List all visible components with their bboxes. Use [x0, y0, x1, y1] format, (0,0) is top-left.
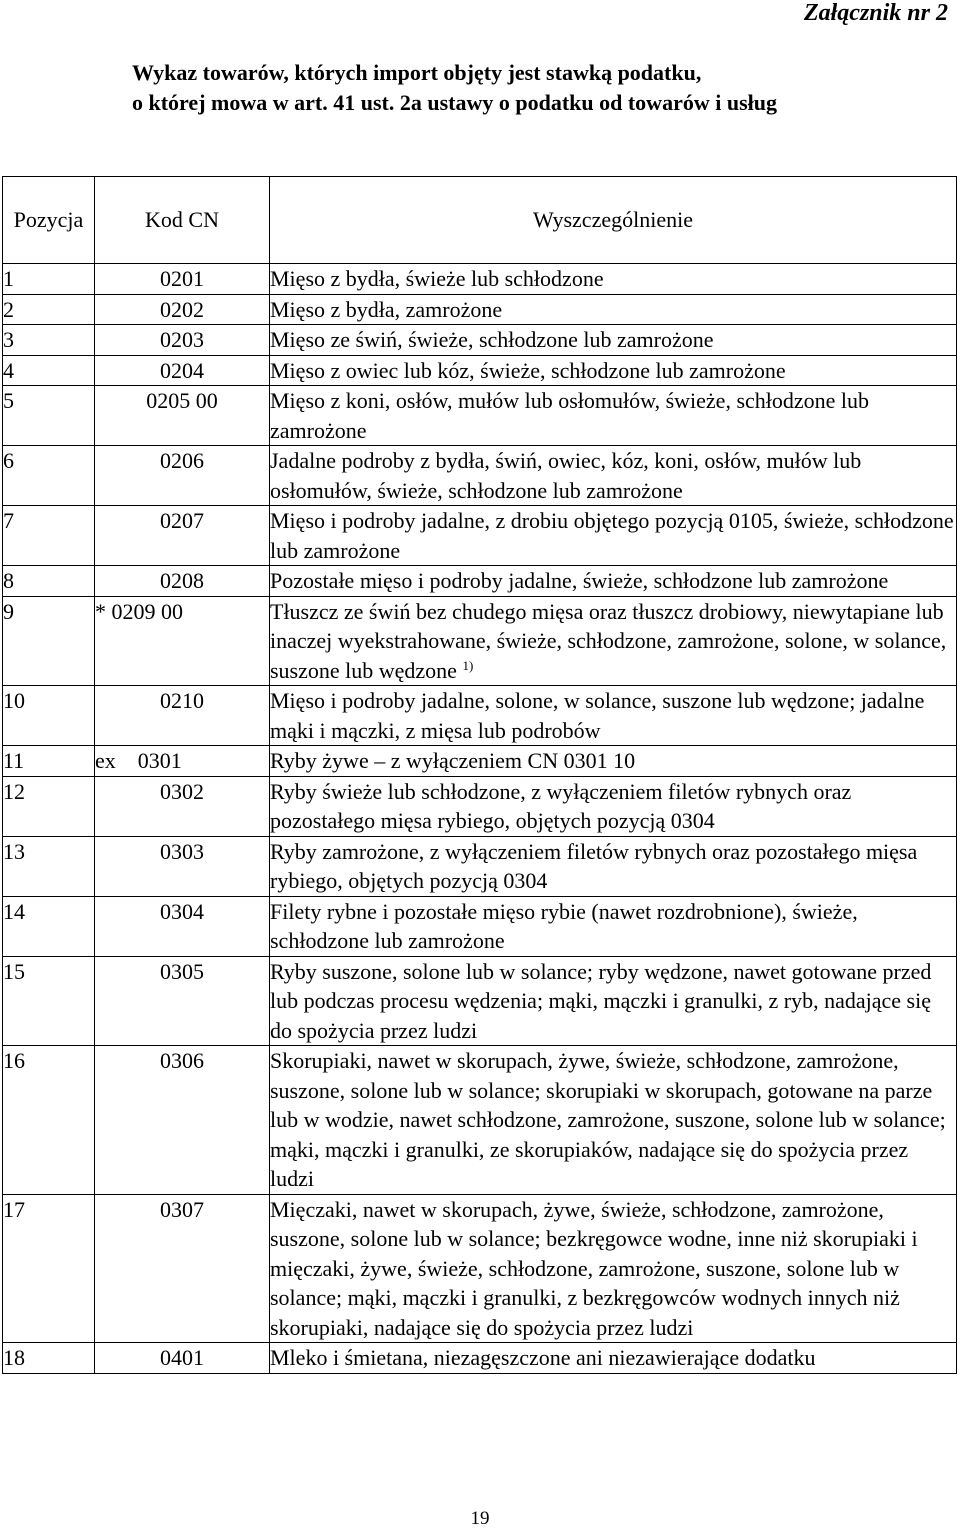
cn-code-cell: 0205 00	[95, 386, 270, 446]
table-row	[3, 264, 957, 295]
description-cell	[270, 506, 957, 566]
document-title	[132, 58, 892, 118]
goods-table	[2, 176, 957, 1374]
description-text: Mięso i podroby jadalne, solone, w solance, suszone lub wędzone; jadalne mąki i mączki, z mięsa lub podrobów	[270, 688, 925, 743]
table-row	[3, 956, 957, 1046]
cn-code-cell: 0401	[95, 1343, 270, 1374]
position-cell: 16	[3, 1046, 95, 1195]
header-position: Pozycja	[3, 177, 95, 264]
cn-code-cell: 0203	[95, 325, 270, 356]
description-cell	[270, 956, 957, 1046]
cn-code-cell: 0306	[95, 1046, 270, 1195]
description-text: Mleko i śmietana, niezagęszczone ani niezawierające dodatku	[270, 1345, 816, 1370]
description-text: Pozostałe mięso i podroby jadalne, świeże, schłodzone lub zamrożone	[270, 568, 889, 593]
description-cell	[270, 1194, 957, 1343]
table-row	[3, 506, 957, 566]
header-cn-code: Kod CN	[95, 177, 270, 264]
position-cell: 13	[3, 836, 95, 896]
description-text: Mięso ze świń, świeże, schłodzone lub zamrożone	[270, 327, 714, 352]
title-line-1: Wykaz towarów, których import objęty jest stawką podatku,	[132, 60, 702, 85]
table-row	[3, 776, 957, 836]
description-text: Ryby suszone, solone lub w solance; ryby wędzone, nawet gotowane przed lub podczas procesu wędzenia; mąki, mączki i granulki, z ryb, nadające się do spożycia przez ludzi	[270, 958, 932, 1043]
description-cell	[270, 1046, 957, 1195]
cn-code-cell: 0210	[95, 686, 270, 746]
description-cell	[270, 264, 957, 295]
table-row	[3, 836, 957, 896]
table-row	[3, 386, 957, 446]
table-row	[3, 596, 957, 686]
cn-code-cell: 0207	[95, 506, 270, 566]
description-cell	[270, 355, 957, 386]
description-cell	[270, 325, 957, 356]
position-cell: 17	[3, 1194, 95, 1343]
title-line-2: o której mowa w art. 41 ust. 2a ustawy o podatku od towarów i usług	[132, 90, 777, 115]
position-cell: 12	[3, 776, 95, 836]
position-cell: 2	[3, 294, 95, 325]
table-row	[3, 446, 957, 506]
position-cell: 9	[3, 596, 95, 686]
position-cell: 1	[3, 264, 95, 295]
cn-code-cell: 0204	[95, 355, 270, 386]
table-row	[3, 1046, 957, 1195]
cn-code-cell: 0305	[95, 956, 270, 1046]
position-cell: 3	[3, 325, 95, 356]
description-text: Mięso z bydła, zamrożone	[270, 296, 503, 322]
table-row	[3, 746, 957, 777]
cn-code-cell: 0208	[95, 566, 270, 597]
table-row	[3, 1194, 957, 1343]
description-cell	[270, 566, 957, 597]
description-text: Skorupiaki, nawet w skorupach, żywe, świeże, schłodzone, zamrożone, suszone, solone lub w solance; skorupiaki w skorupach, gotowane na parze lub w wodzie, nawet schłodzone, zamrożone, suszone, solone lub w solance; mąki, mączki i granulki, ze skorupiaków, nadające się do spożycia przez ludzi	[270, 1048, 946, 1191]
description-cell	[270, 896, 957, 956]
table-row	[3, 686, 957, 746]
cn-code-cell: 0304	[95, 896, 270, 956]
table-row	[3, 355, 957, 386]
header-description: Wyszczególnienie	[270, 177, 957, 264]
description-cell	[270, 686, 957, 746]
table-row	[3, 566, 957, 597]
table-body	[3, 264, 957, 1374]
description-cell	[270, 446, 957, 506]
description-text: Tłuszcz ze świń bez chudego mięsa oraz tłuszcz drobiowy, niewytapiane lub inaczej wyekstrahowane, świeże, schłodzone, zamrożone, solone, w solance, suszone lub wędzone	[270, 598, 947, 683]
cn-code-cell: 0206	[95, 446, 270, 506]
description-text: Mięczaki, nawet w skorupach, żywe, świeże, schłodzone, zamrożone, suszone, solone lub w solance; bezkręgowce wodne, inne niż skorupiaki i mięczaki, żywe, świeże, schłodzone, zamrożone, suszone, solone lub w solance; mąki, mączki i granulki, z bezkręgowców wodnych innych niż skorupiaki, nadające się do spożycia przez ludzi	[270, 1196, 918, 1340]
annex-label: Załącznik nr 2	[803, 0, 948, 26]
page-number: 19	[470, 1508, 490, 1529]
table-row	[3, 294, 957, 325]
description-cell	[270, 1343, 957, 1374]
position-cell: 6	[3, 446, 95, 506]
cn-code-cell: 0307	[95, 1194, 270, 1343]
table-row	[3, 896, 957, 956]
description-text: Ryby świeże lub schłodzone, z wyłączeniem filetów rybnych oraz pozostałego mięsa rybiego, objętych pozycją 0304	[270, 778, 852, 833]
description-text: Mięso z owiec lub kóz, świeże, schłodzone lub zamrożone	[270, 357, 786, 383]
description-cell	[270, 596, 957, 686]
cn-code-cell: 0201	[95, 264, 270, 295]
cn-code-cell: * 0209 00	[95, 596, 270, 686]
description-cell	[270, 746, 957, 777]
table-row	[3, 1343, 957, 1374]
description-cell	[270, 776, 957, 836]
description-cell	[270, 294, 957, 325]
position-cell: 18	[3, 1343, 95, 1374]
table-row	[3, 325, 957, 356]
position-cell: 10	[3, 686, 95, 746]
description-text: Filety rybne i pozostałe mięso rybie (nawet rozdrobnione), świeże, schłodzone lub zamrożone	[270, 898, 858, 953]
description-cell	[270, 836, 957, 896]
description-cell	[270, 386, 957, 446]
table-header-row	[3, 177, 957, 264]
cn-code-cell: 0303	[95, 836, 270, 896]
position-cell: 11	[3, 746, 95, 777]
cn-code-cell: 0302	[95, 776, 270, 836]
description-text: Ryby żywe – z wyłączeniem CN 0301 10	[270, 748, 636, 773]
cn-code-cell: 0202	[95, 294, 270, 325]
description-text: Mięso i podroby jadalne, z drobiu objętego pozycją 0105, świeże, schłodzone lub zamrożone	[270, 508, 954, 563]
description-text: Mięso z bydła, świeże lub schłodzone	[270, 266, 604, 291]
position-cell: 4	[3, 355, 95, 386]
position-cell: 8	[3, 566, 95, 597]
position-cell: 14	[3, 896, 95, 956]
position-cell: 5	[3, 386, 95, 446]
cn-code-cell: ex 0301	[95, 746, 270, 777]
position-cell: 15	[3, 956, 95, 1046]
description-text: Mięso z koni, osłów, mułów lub osłomułów, świeże, schłodzone lub zamrożone	[270, 388, 870, 443]
position-cell: 7	[3, 506, 95, 566]
footnote-marker: 1)	[462, 657, 474, 673]
description-text: Ryby zamrożone, z wyłączeniem filetów rybnych oraz pozostałego mięsa rybiego, objętych pozycją 0304	[270, 838, 918, 893]
description-text: Jadalne podroby z bydła, świń, owiec, kóz, koni, osłów, mułów lub osłomułów, świeże, schłodzone lub zamrożone	[270, 448, 862, 503]
